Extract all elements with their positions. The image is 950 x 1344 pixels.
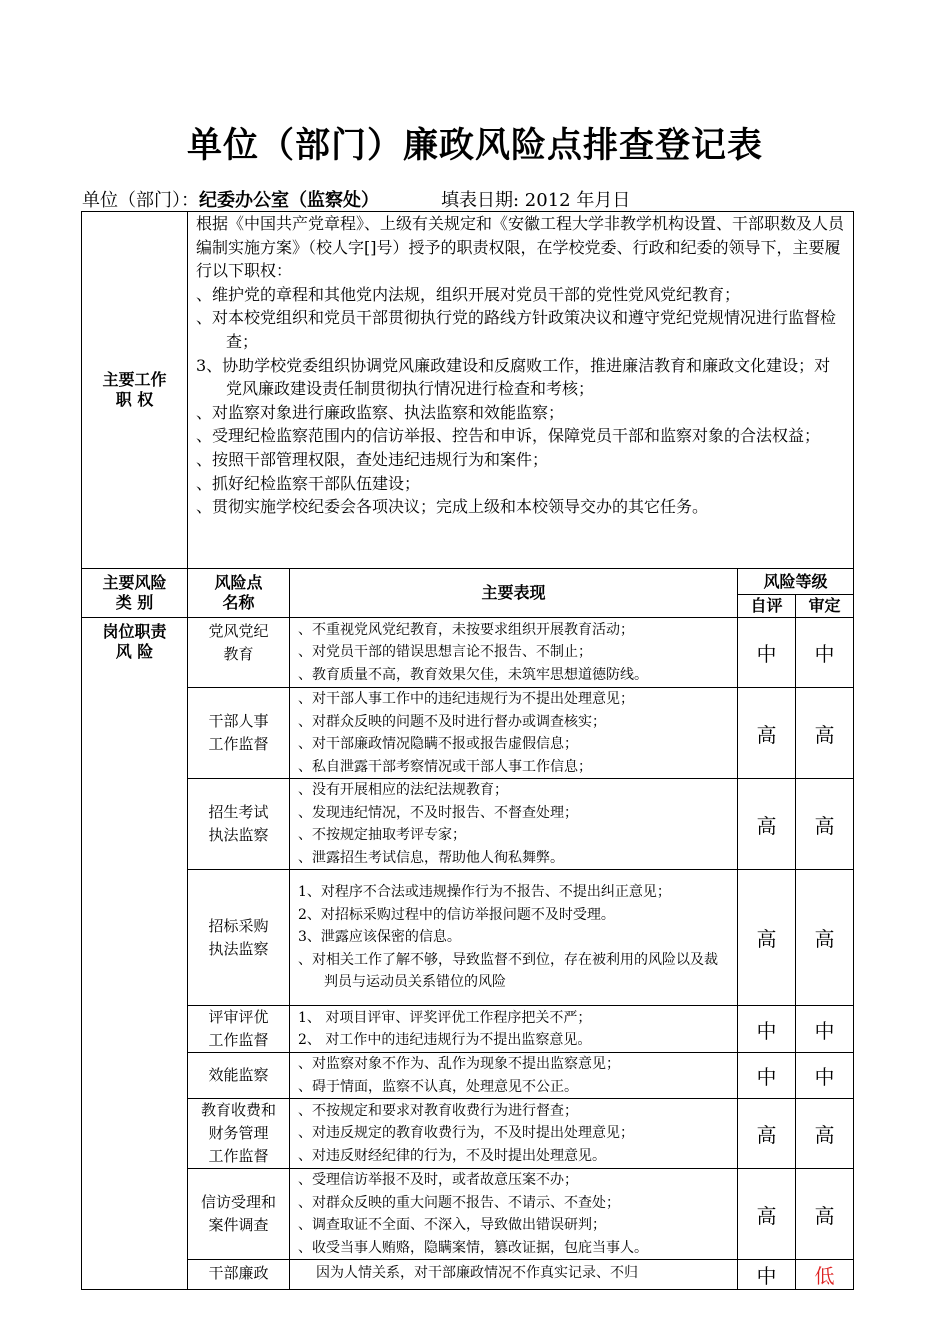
risk-point: 招生考试 执法监察 — [188, 779, 290, 870]
approved-rating: 高 — [796, 1169, 854, 1260]
duties-text — [188, 212, 854, 569]
self-rating: 高 — [738, 688, 796, 779]
approved-rating: 高 — [796, 1099, 854, 1169]
self-rating: 中 — [738, 1053, 796, 1099]
risk-row — [82, 1260, 854, 1290]
unit-label: 单位（部门）： — [82, 190, 199, 211]
unit-value: 纪委办公室（监察处） — [199, 190, 379, 211]
approved-rating: 中 — [796, 1053, 854, 1099]
risk-point: 党风党纪 教育 — [188, 618, 290, 688]
duty-line: 、抓好纪检监察干部队伍建设； — [196, 473, 421, 493]
header-self-rating: 自评 — [738, 595, 796, 618]
duty-line: 、按照干部管理权限，查处违纪违规行为和案件； — [196, 449, 549, 469]
risk-description: 、不重视党风党纪教育，未按要求组织开展教育活动； 、对党员干部的错误思想言论不报告、不制止； 、教育质量不高，教育效果欠佳，未筑牢思想道德防线。 — [290, 618, 738, 688]
risk-row — [82, 688, 854, 779]
risk-register-table — [81, 211, 854, 1290]
duty-line: 、贯彻实施学校纪委会各项决议；完成上级和本校领导交办的其它任务。 — [196, 497, 709, 517]
risk-description: 1、对程序不合法或违规操作行为不报告、不提出纠正意见； 2、对招标采购过程中的信访举报问题不及时受理。 3、泄露应该保密的信息。 、对相关工作了解不够，导致监督不到位，存在被利用的风险以及裁判员与运动员关系错位的风险 — [290, 870, 738, 1006]
risk-point: 招标采购 执法监察 — [188, 870, 290, 1006]
header-approved-rating: 审定 — [796, 595, 854, 618]
duties-row — [82, 212, 854, 569]
risk-description: 、没有开展相应的法纪法规教育； 、发现违纪情况，不及时报告、不督查处理； 、不按规定抽取考评专家； 、泄露招生考试信息，帮助他人徇私舞弊。 — [290, 779, 738, 870]
header-category: 主要风险 类 别 — [82, 569, 188, 618]
header-row — [82, 569, 854, 595]
header-risk-level: 风险等级 — [738, 569, 854, 595]
duty-line: 、维护党的章程和其他党内法规，组织开展对党员干部的党性党风党纪教育； — [196, 284, 741, 304]
approved-rating: 高 — [796, 870, 854, 1006]
self-rating: 高 — [738, 1169, 796, 1260]
risk-description: 、对干部人事工作中的违纪违规行为不提出处理意见； 、对群众反映的问题不及时进行督办或调查核实； 、对干部廉政情况隐瞒不报或报告虚假信息； 、私自泄露干部考察情况或干部人事工作信息； — [290, 688, 738, 779]
approved-rating: 高 — [796, 688, 854, 779]
approved-rating: 高 — [796, 779, 854, 870]
risk-description: 、对监察对象不作为、乱作为现象不提出监察意见； 、碍于情面，监察不认真，处理意见不公正。 — [290, 1053, 738, 1099]
self-rating: 高 — [738, 779, 796, 870]
duty-line: 、对监察对象进行廉政监察、执法监察和效能监察； — [196, 402, 565, 422]
self-rating: 高 — [738, 1099, 796, 1169]
self-rating: 中 — [738, 1260, 796, 1290]
risk-row — [82, 870, 854, 1006]
risk-point: 信访受理和 案件调查 — [188, 1169, 290, 1260]
approved-rating: 中 — [796, 618, 854, 688]
risk-row — [82, 618, 854, 688]
risk-row — [82, 779, 854, 870]
risk-point: 干部廉政 — [188, 1260, 290, 1290]
fill-date: 填表日期: 2012 年月日 — [441, 190, 631, 211]
self-rating: 中 — [738, 618, 796, 688]
self-rating: 高 — [738, 870, 796, 1006]
risk-point: 干部人事 工作监督 — [188, 688, 290, 779]
risk-row — [82, 1006, 854, 1053]
risk-row — [82, 1099, 854, 1169]
risk-description: 、不按规定和要求对教育收费行为进行督查； 、对违反规定的教育收费行为，不及时提出处理意见； 、对违反财经纪律的行为，不及时提出处理意见。 — [290, 1099, 738, 1169]
page-title: 单位（部门）廉政风险点排查登记表 — [186, 126, 763, 166]
header-description: 主要表现 — [290, 569, 738, 618]
risk-row — [82, 1053, 854, 1099]
risk-row — [82, 1169, 854, 1260]
duty-line: 根据《中国共产党章程》、上级有关规定和《安徽工程大学非教学机构设置、干部职数及人员编制实施方案》（校人字[]号）授予的职责权限，在学校党委、行政和纪委的领导下，主要履行以下职权： — [196, 214, 845, 281]
risk-description: 1、 对项目评审、评奖评优工作程序把关不严； 2、 对工作中的违纪违规行为不提出监察意见。 — [290, 1006, 738, 1053]
duty-line: 、受理纪检监察范围内的信访举报、控告和申诉，保障党员干部和监察对象的合法权益； — [196, 426, 821, 446]
form-meta — [82, 186, 630, 212]
approved-rating: 中 — [796, 1006, 854, 1053]
duty-line: 3、协助学校党委组织协调党风廉政建设和反腐败工作，推进廉洁教育和廉政文化建设；对党风廉政建设责任制贯彻执行情况进行检查和考核； — [196, 355, 831, 399]
self-rating: 中 — [738, 1006, 796, 1053]
duties-label: 主要工作 职 权 — [82, 212, 188, 569]
risk-point: 评审评优 工作监督 — [188, 1006, 290, 1053]
risk-point: 教育收费和 财务管理 工作监督 — [188, 1099, 290, 1169]
approved-rating: 低 — [796, 1260, 854, 1290]
risk-description: 因为人情关系，对干部廉政情况不作真实记录、不归 — [290, 1260, 738, 1290]
category-job-duty-risk: 岗位职责 风 险 — [82, 618, 188, 1290]
header-risk-point: 风险点 名称 — [188, 569, 290, 618]
risk-description: 、受理信访举报不及时，或者故意压案不办； 、对群众反映的重大问题不报告、不请示、不查处； 、调查取证不全面、不深入，导致做出错误研判； 、收受当事人贿赂，隐瞒案情，篡改证据，包庇当事人。 — [290, 1169, 738, 1260]
duty-line: 、对本校党组织和党员干部贯彻执行党的路线方针政策决议和遵守党纪党规情况进行监督检查； — [196, 308, 837, 351]
risk-point: 效能监察 — [188, 1053, 290, 1099]
